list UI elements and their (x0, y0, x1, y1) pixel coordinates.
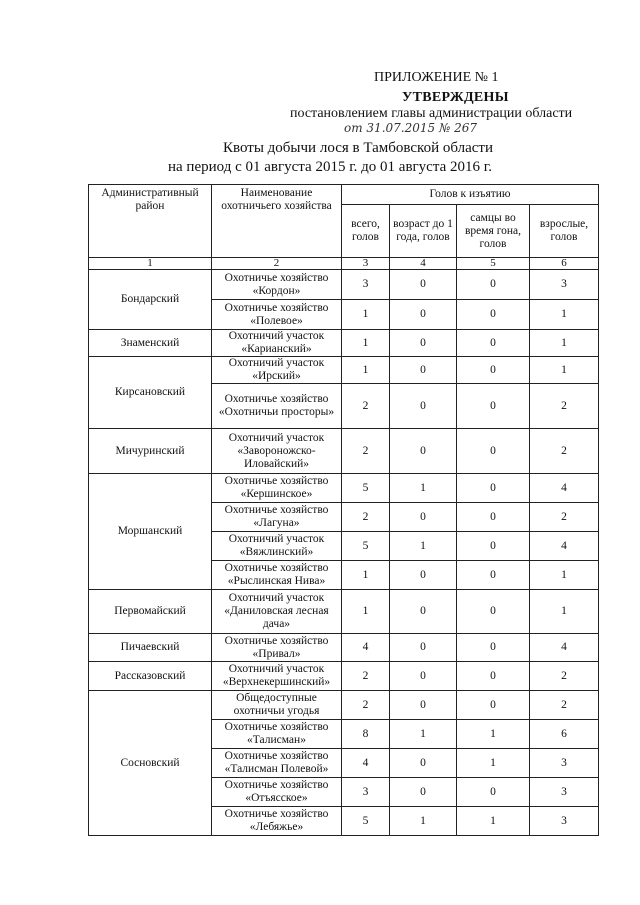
total-cell: 2 (342, 691, 390, 720)
total-cell: 5 (342, 474, 390, 503)
males-cell: 0 (457, 590, 530, 634)
males-cell: 1 (457, 807, 530, 836)
hunting-area-cell: Охотничье хозяйство «Талисман Полевой» (212, 749, 342, 778)
hunting-area-cell: Общедоступные охотничьи угодья (212, 691, 342, 720)
total-cell: 3 (342, 778, 390, 807)
total-cell: 4 (342, 634, 390, 662)
total-cell: 1 (342, 300, 390, 330)
total-cell: 1 (342, 330, 390, 357)
district-cell: Рассказовский (89, 662, 212, 691)
header-age: возраст до 1 года, голов (390, 205, 457, 258)
column-number: 6 (530, 258, 599, 270)
age-cell: 0 (390, 662, 457, 691)
column-number: 1 (89, 258, 212, 270)
table-row (89, 474, 599, 503)
column-number: 4 (390, 258, 457, 270)
adults-cell: 4 (530, 532, 599, 561)
approved-label: УТВЕРЖДЕНЫ (402, 90, 509, 105)
header-total: всего, голов (342, 205, 390, 258)
total-cell: 2 (342, 429, 390, 474)
table-row (89, 357, 599, 384)
hunting-area-cell: Охотничье хозяйство «Полевое» (212, 300, 342, 330)
adults-cell: 2 (530, 691, 599, 720)
adults-cell: 1 (530, 357, 599, 384)
column-number: 2 (212, 258, 342, 270)
hunting-area-cell: Охотничий участок «Завороножско-Иловайский» (212, 429, 342, 474)
males-cell: 0 (457, 532, 530, 561)
age-cell: 0 (390, 634, 457, 662)
total-cell: 4 (342, 749, 390, 778)
age-cell: 1 (390, 720, 457, 749)
age-cell: 0 (390, 590, 457, 634)
adults-cell: 1 (530, 300, 599, 330)
quota-table (88, 184, 599, 836)
adults-cell: 2 (530, 429, 599, 474)
age-cell: 0 (390, 270, 457, 300)
table-row (89, 634, 599, 662)
table-row (89, 429, 599, 474)
age-cell: 0 (390, 330, 457, 357)
appendix-label: ПРИЛОЖЕНИЕ № 1 (374, 70, 499, 85)
column-number: 5 (457, 258, 530, 270)
district-cell: Кирсановский (89, 357, 212, 429)
table-row (89, 270, 599, 300)
hunting-area-cell: Охотничье хозяйство «Лагуна» (212, 503, 342, 532)
handwritten-date-number: от 31.07.2015 № 267 (344, 121, 478, 135)
column-number: 3 (342, 258, 390, 270)
total-cell: 1 (342, 357, 390, 384)
district-cell: Мичуринский (89, 429, 212, 474)
males-cell: 0 (457, 561, 530, 590)
age-cell: 0 (390, 561, 457, 590)
table-row (89, 691, 599, 720)
adults-cell: 1 (530, 561, 599, 590)
hunting-area-cell: Охотничье хозяйство «Привал» (212, 634, 342, 662)
males-cell: 0 (457, 778, 530, 807)
males-cell: 0 (457, 474, 530, 503)
total-cell: 2 (342, 662, 390, 691)
age-cell: 0 (390, 503, 457, 532)
hunting-area-cell: Охотничье хозяйство «Отъясское» (212, 778, 342, 807)
hunting-area-cell: Охотничий участок «Карианский» (212, 330, 342, 357)
adults-cell: 4 (530, 474, 599, 503)
column-numbers-row (89, 258, 599, 270)
age-cell: 0 (390, 749, 457, 778)
age-cell: 0 (390, 429, 457, 474)
total-cell: 3 (342, 270, 390, 300)
hunting-area-cell: Охотничье хозяйство «Кершинское» (212, 474, 342, 503)
age-cell: 1 (390, 474, 457, 503)
total-cell: 5 (342, 532, 390, 561)
hunting-area-cell: Охотничий участок «Верхнекершинский» (212, 662, 342, 691)
males-cell: 0 (457, 691, 530, 720)
males-cell: 0 (457, 429, 530, 474)
district-cell: Пичаевский (89, 634, 212, 662)
document-title-line1: Квоты добычи лося в Тамбовской области (223, 140, 493, 156)
header-adults: взрослые, голов (530, 205, 599, 258)
adults-cell: 2 (530, 384, 599, 429)
adults-cell: 2 (530, 662, 599, 691)
adults-cell: 2 (530, 503, 599, 532)
district-cell: Первомайский (89, 590, 212, 634)
table-row (89, 662, 599, 691)
hunting-area-cell: Охотничье хозяйство «Талисман» (212, 720, 342, 749)
adults-cell: 1 (530, 330, 599, 357)
header-district: Административный район (89, 185, 212, 258)
total-cell: 1 (342, 590, 390, 634)
adults-cell: 1 (530, 590, 599, 634)
quota-table-body (89, 270, 599, 836)
hunting-area-cell: Охотничий участок «Вяжлинский» (212, 532, 342, 561)
adults-cell: 3 (530, 778, 599, 807)
adults-cell: 3 (530, 807, 599, 836)
males-cell: 0 (457, 662, 530, 691)
table-row (89, 590, 599, 634)
males-cell: 1 (457, 749, 530, 778)
age-cell: 0 (390, 778, 457, 807)
males-cell: 1 (457, 720, 530, 749)
age-cell: 1 (390, 807, 457, 836)
age-cell: 0 (390, 384, 457, 429)
males-cell: 0 (457, 300, 530, 330)
district-cell: Бондарский (89, 270, 212, 330)
decree-text: постановлением главы администрации области (290, 106, 573, 121)
males-cell: 0 (457, 330, 530, 357)
age-cell: 0 (390, 691, 457, 720)
total-cell: 2 (342, 503, 390, 532)
district-cell: Моршанский (89, 474, 212, 590)
males-cell: 0 (457, 634, 530, 662)
header-hunting-area: Наименование охотничьего хозяйства (212, 185, 342, 258)
hunting-area-cell: Охотничье хозяйство «Охотничьи просторы» (212, 384, 342, 429)
district-cell: Знаменский (89, 330, 212, 357)
document-title-line2: на период с 01 августа 2015 г. до 01 августа 2016 г. (168, 159, 492, 175)
hunting-area-cell: Охотничье хозяйство «Рыслинская Нива» (212, 561, 342, 590)
adults-cell: 6 (530, 720, 599, 749)
header-group: Голов к изъятию (342, 185, 599, 205)
adults-cell: 3 (530, 270, 599, 300)
males-cell: 0 (457, 270, 530, 300)
age-cell: 1 (390, 532, 457, 561)
age-cell: 0 (390, 357, 457, 384)
hunting-area-cell: Охотничье хозяйство «Лебяжье» (212, 807, 342, 836)
table-row (89, 330, 599, 357)
adults-cell: 3 (530, 749, 599, 778)
adults-cell: 4 (530, 634, 599, 662)
header-males: самцы во время гона, голов (457, 205, 530, 258)
males-cell: 0 (457, 503, 530, 532)
district-cell: Сосновский (89, 691, 212, 836)
age-cell: 0 (390, 300, 457, 330)
total-cell: 2 (342, 384, 390, 429)
hunting-area-cell: Охотничий участок «Ирский» (212, 357, 342, 384)
total-cell: 1 (342, 561, 390, 590)
males-cell: 0 (457, 357, 530, 384)
hunting-area-cell: Охотничий участок «Даниловская лесная дача» (212, 590, 342, 634)
total-cell: 8 (342, 720, 390, 749)
total-cell: 5 (342, 807, 390, 836)
males-cell: 0 (457, 384, 530, 429)
hunting-area-cell: Охотничье хозяйство «Кордон» (212, 270, 342, 300)
